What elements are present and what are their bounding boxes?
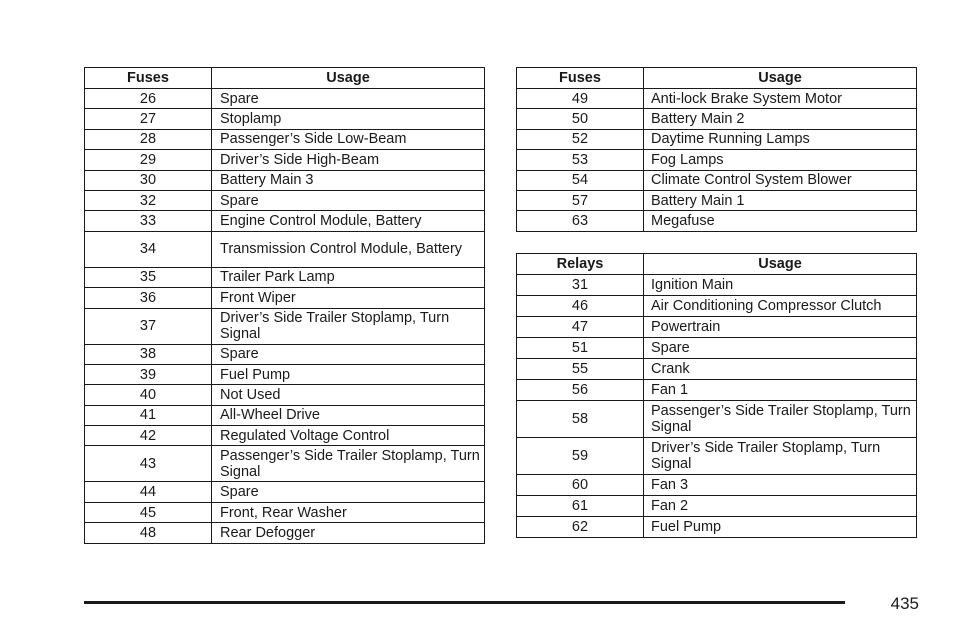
fuse-number: 34 (85, 231, 212, 267)
column-header-fuses: Fuses (517, 68, 644, 89)
relay-usage: Powertrain (644, 317, 917, 338)
table-row (85, 523, 485, 543)
relay-number: 61 (517, 496, 644, 517)
table-row (85, 446, 485, 482)
fuse-usage: Climate Control System Blower (644, 170, 917, 190)
fuse-usage: Passenger’s Side Trailer Stoplamp, Turn Signal (212, 446, 485, 482)
fuse-number: 63 (517, 211, 644, 231)
table-row (517, 109, 917, 129)
table-row (85, 129, 485, 149)
table-row (517, 275, 917, 296)
table-row (85, 288, 485, 308)
fuse-number: 29 (85, 150, 212, 170)
table-row (517, 401, 917, 438)
relay-number: 46 (517, 296, 644, 317)
relay-number: 55 (517, 359, 644, 380)
fuse-usage: Daytime Running Lamps (644, 129, 917, 149)
fuse-number: 33 (85, 211, 212, 231)
fuse-usage: Engine Control Module, Battery (212, 211, 485, 231)
fuses-table-right (516, 67, 917, 232)
fuse-usage: Rear Defogger (212, 523, 485, 543)
fuse-number: 37 (85, 308, 212, 344)
relay-usage: Spare (644, 338, 917, 359)
fuse-number: 40 (85, 385, 212, 405)
fuse-usage: All-Wheel Drive (212, 405, 485, 425)
table-row (517, 338, 917, 359)
table-row (85, 211, 485, 231)
fuse-number: 28 (85, 129, 212, 149)
relay-number: 60 (517, 475, 644, 496)
table-row (517, 170, 917, 190)
table-row (85, 502, 485, 522)
table-row (85, 405, 485, 425)
fuse-usage: Battery Main 1 (644, 190, 917, 210)
table-header-row (517, 254, 917, 275)
fuse-usage: Fuel Pump (212, 364, 485, 384)
table-header-row (517, 68, 917, 89)
fuse-usage: Fog Lamps (644, 150, 917, 170)
relay-usage: Air Conditioning Compressor Clutch (644, 296, 917, 317)
table-row (517, 438, 917, 475)
column-header-fuses: Fuses (85, 68, 212, 89)
fuse-number: 57 (517, 190, 644, 210)
table-row (85, 109, 485, 129)
table-row (517, 190, 917, 210)
fuse-number: 39 (85, 364, 212, 384)
fuse-usage: Megafuse (644, 211, 917, 231)
fuse-usage: Trailer Park Lamp (212, 267, 485, 287)
fuse-number: 42 (85, 426, 212, 446)
fuse-number: 36 (85, 288, 212, 308)
fuse-number: 41 (85, 405, 212, 425)
fuse-number: 26 (85, 89, 212, 109)
relay-usage: Driver’s Side Trailer Stoplamp, Turn Signal (644, 438, 917, 475)
fuse-usage: Driver’s Side Trailer Stoplamp, Turn Signal (212, 308, 485, 344)
table-row (517, 317, 917, 338)
table-row (517, 150, 917, 170)
fuse-number: 50 (517, 109, 644, 129)
fuse-usage: Front Wiper (212, 288, 485, 308)
fuse-usage: Transmission Control Module, Battery (212, 231, 485, 267)
fuse-usage: Stoplamp (212, 109, 485, 129)
fuse-number: 44 (85, 482, 212, 502)
column-header-relays: Relays (517, 254, 644, 275)
relay-usage: Fan 2 (644, 496, 917, 517)
relays-table (516, 253, 917, 538)
fuse-number: 30 (85, 170, 212, 190)
fuse-number: 38 (85, 344, 212, 364)
column-header-usage: Usage (644, 68, 917, 89)
table-row (85, 150, 485, 170)
relay-usage: Crank (644, 359, 917, 380)
table-row (85, 364, 485, 384)
relay-usage: Fan 3 (644, 475, 917, 496)
footer-rule (84, 601, 845, 604)
table-row (85, 170, 485, 190)
table-row (517, 89, 917, 109)
fuse-number: 52 (517, 129, 644, 149)
relay-number: 58 (517, 401, 644, 438)
relay-usage: Ignition Main (644, 275, 917, 296)
column-header-usage: Usage (212, 68, 485, 89)
fuse-number: 45 (85, 502, 212, 522)
table-row (517, 380, 917, 401)
table-row (85, 344, 485, 364)
relay-number: 51 (517, 338, 644, 359)
fuse-usage: Anti-lock Brake System Motor (644, 89, 917, 109)
table-row (85, 426, 485, 446)
table-row (517, 475, 917, 496)
fuse-number: 49 (517, 89, 644, 109)
relay-usage: Passenger’s Side Trailer Stoplamp, Turn Signal (644, 401, 917, 438)
fuse-usage: Spare (212, 190, 485, 210)
fuse-number: 27 (85, 109, 212, 129)
fuse-number: 32 (85, 190, 212, 210)
table-row (517, 211, 917, 231)
table-row (85, 308, 485, 344)
table-row (85, 231, 485, 267)
fuse-usage: Battery Main 3 (212, 170, 485, 190)
table-row (85, 482, 485, 502)
relay-usage: Fan 1 (644, 380, 917, 401)
fuses-table-left (84, 67, 485, 544)
table-row (85, 190, 485, 210)
fuse-usage: Spare (212, 89, 485, 109)
column-header-usage: Usage (644, 254, 917, 275)
fuse-usage: Spare (212, 344, 485, 364)
table-row (517, 517, 917, 538)
relay-number: 31 (517, 275, 644, 296)
table-row (85, 267, 485, 287)
fuse-number: 53 (517, 150, 644, 170)
table-row (85, 385, 485, 405)
fuse-usage: Battery Main 2 (644, 109, 917, 129)
fuse-usage: Front, Rear Washer (212, 502, 485, 522)
fuse-number: 35 (85, 267, 212, 287)
relay-number: 59 (517, 438, 644, 475)
fuse-number: 48 (85, 523, 212, 543)
relay-usage: Fuel Pump (644, 517, 917, 538)
fuse-usage: Regulated Voltage Control (212, 426, 485, 446)
table-row (517, 496, 917, 517)
fuse-usage: Not Used (212, 385, 485, 405)
relay-number: 47 (517, 317, 644, 338)
fuse-number: 54 (517, 170, 644, 190)
table-row (517, 129, 917, 149)
fuse-usage: Spare (212, 482, 485, 502)
table-row (517, 359, 917, 380)
table-row (517, 296, 917, 317)
fuse-usage: Driver’s Side High-Beam (212, 150, 485, 170)
relay-number: 56 (517, 380, 644, 401)
page-number: 435 (890, 594, 919, 613)
table-row (85, 89, 485, 109)
table-header-row (85, 68, 485, 89)
relay-number: 62 (517, 517, 644, 538)
fuse-number: 43 (85, 446, 212, 482)
fuse-usage: Passenger’s Side Low-Beam (212, 129, 485, 149)
